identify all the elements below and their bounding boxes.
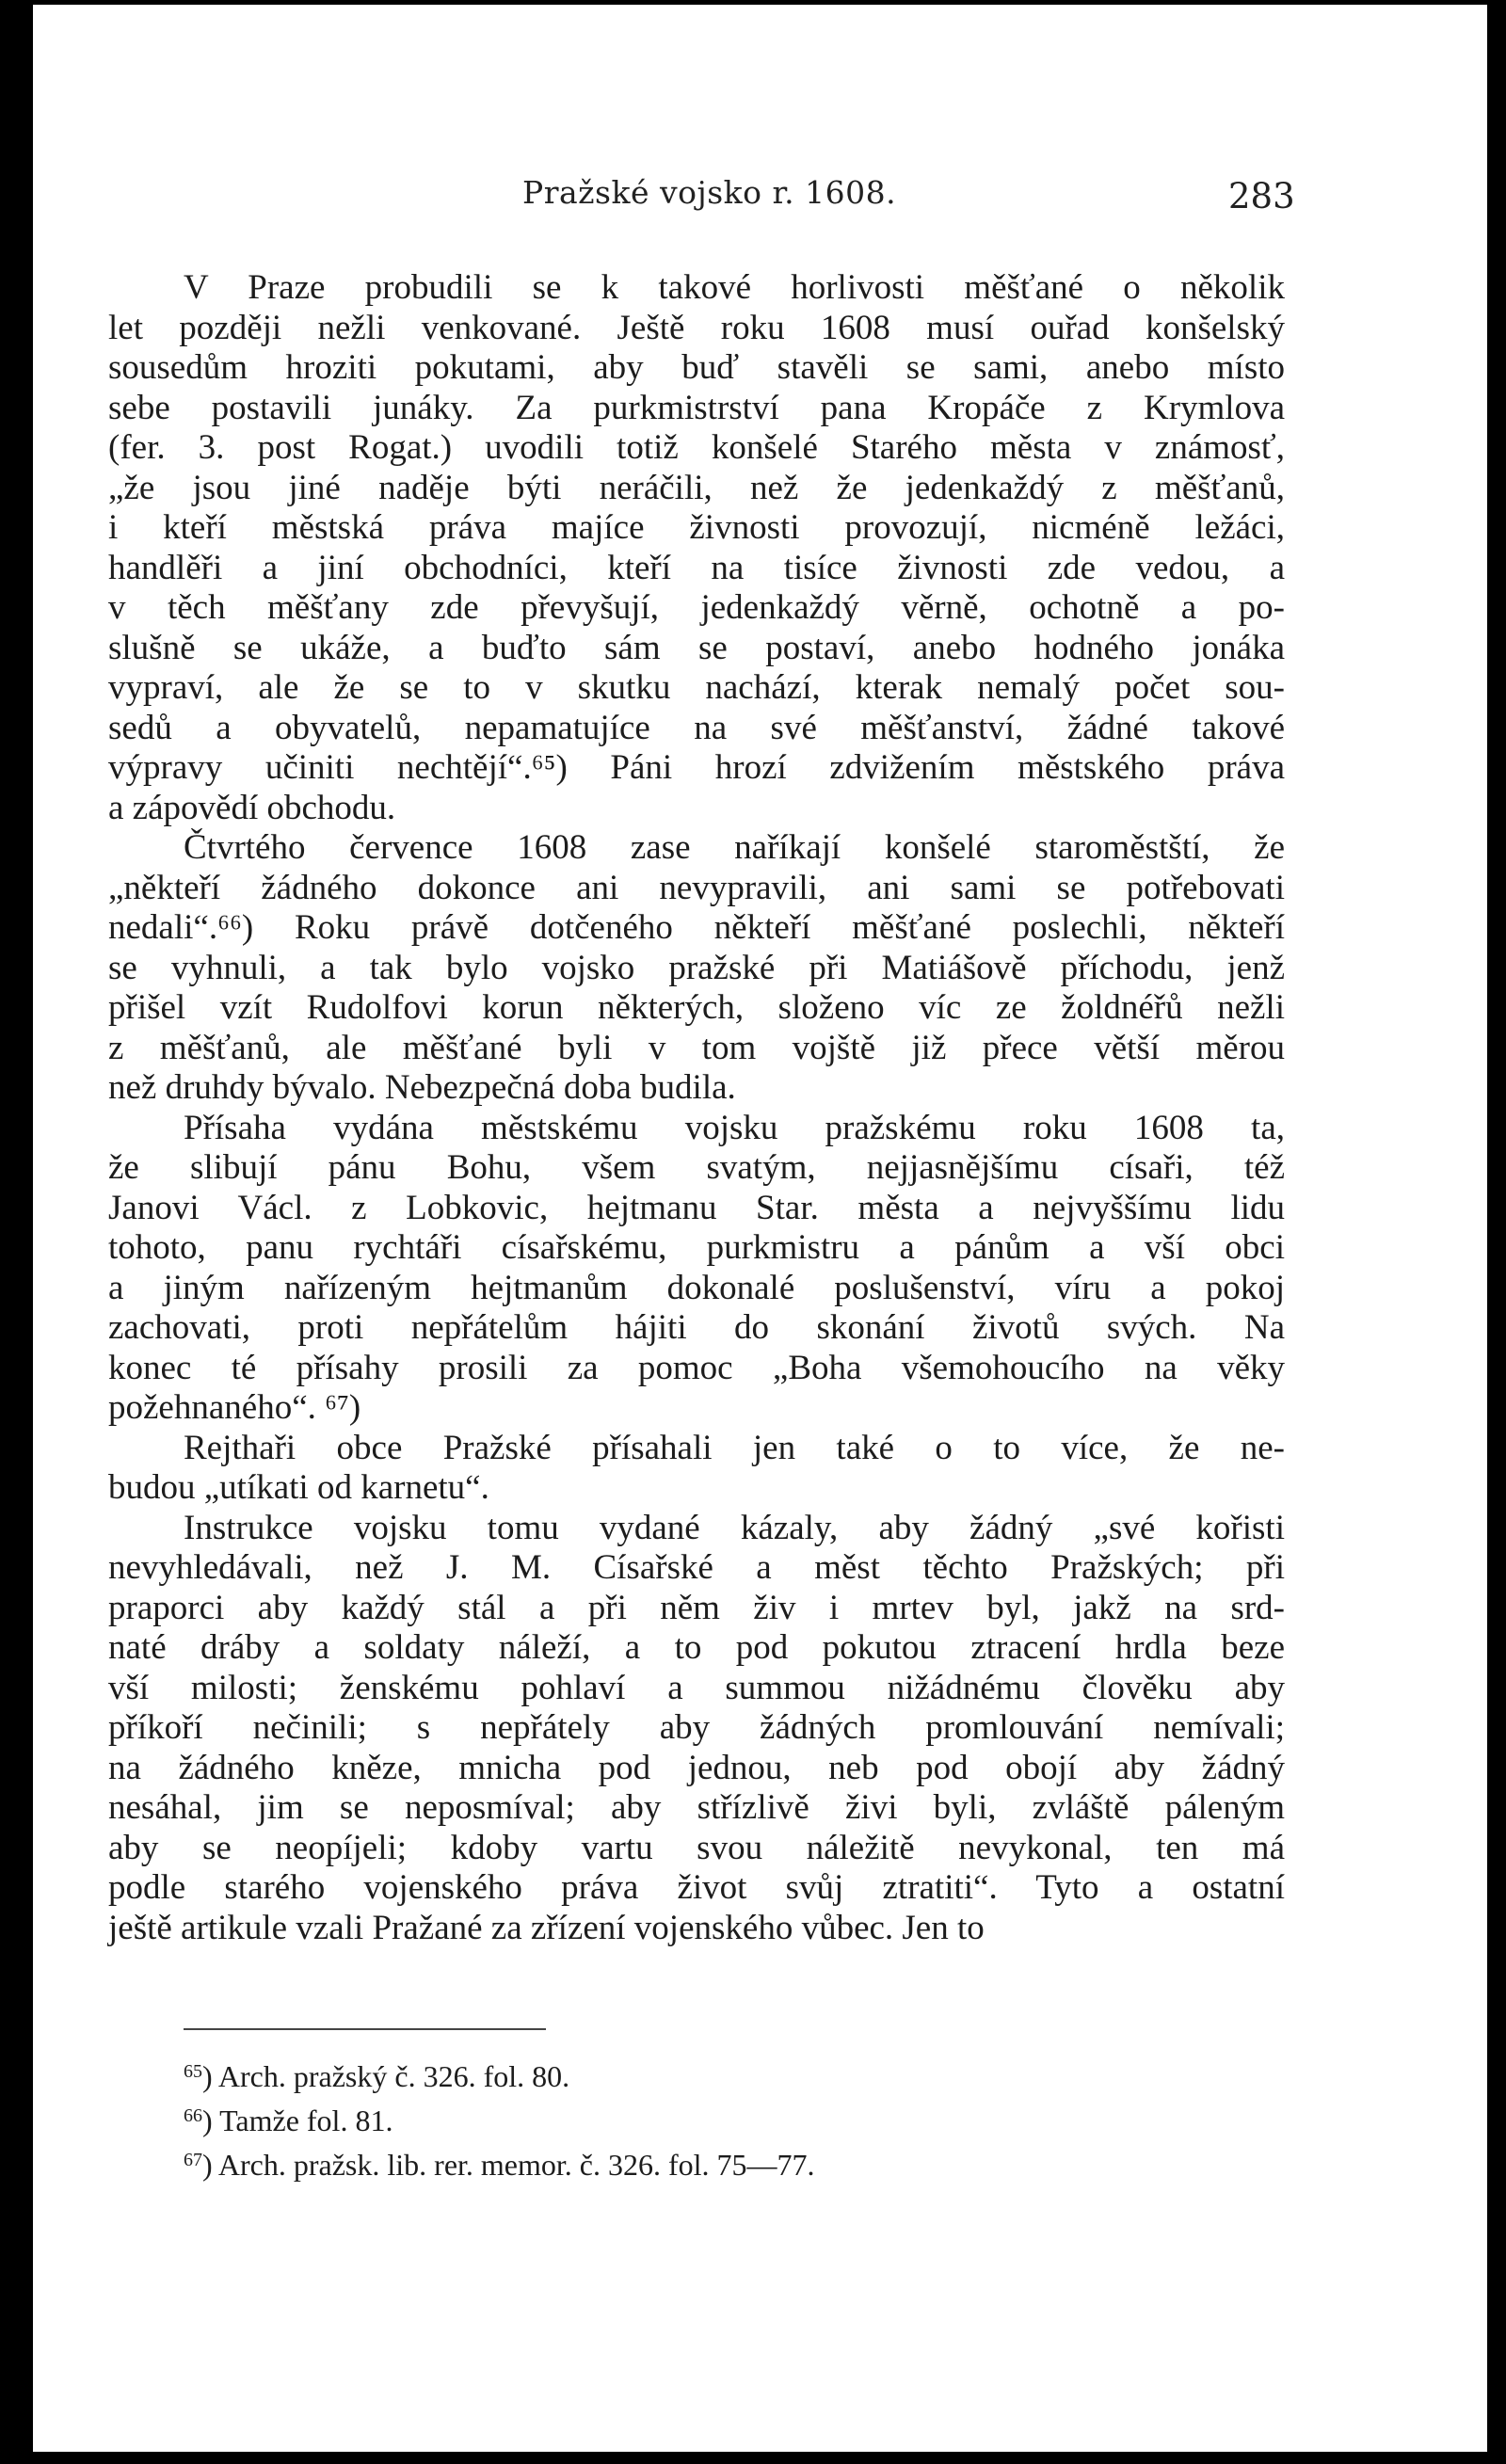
text-line: „někteří žádného dokonce ani nevypravili, ani sami se potřebovati — [108, 868, 1285, 907]
footnote-text: ) Arch. pražský č. 326. fol. 80. — [202, 2059, 570, 2093]
footnote — [184, 2052, 1031, 2096]
footnote-mark: 66 — [184, 2105, 202, 2126]
text-line: slušně se ukáže, a buďto sám se postaví, anebo hodného jonáka — [108, 628, 1285, 667]
footnote-mark: 67 — [184, 2150, 202, 2170]
paragraph — [108, 1429, 1285, 1509]
text-line: naté dráby a soldaty náleží, a to pod pokutou ztracení hrdla beze — [108, 1628, 1285, 1667]
text-line: praporci aby každý stál a při něm živ i mrtev byl, jakž na srd- — [108, 1588, 1285, 1627]
footnote-mark: 65 — [184, 2061, 202, 2082]
text-line: Janovi Václ. z Lobkovic, hejtmanu Star. města a nejvyššímu lidu — [108, 1188, 1285, 1227]
page-number: 283 — [1228, 176, 1295, 216]
text-line: i kteří městská práva majíce živnosti provozují, nicméně ležáci, — [108, 508, 1285, 547]
paragraph — [108, 268, 1285, 828]
footnote-rule — [184, 2028, 546, 2030]
text-line: Instrukce vojsku tomu vydané kázaly, aby žádný „své kořisti — [184, 1508, 1285, 1547]
book-page — [33, 5, 1487, 2452]
page-header — [33, 174, 1487, 221]
text-line: podle starého vojenského práva život svůj ztratiti“. Tyto a ostatní — [108, 1868, 1285, 1907]
text-line: nedali“.⁶⁶) Roku právě dotčeného někteří měšťané poslechli, někteří — [108, 908, 1285, 947]
footnotes — [184, 2052, 1031, 2184]
text-line: let později nežli venkované. Ještě roku 1608 musí ouřad konšelský — [108, 308, 1285, 347]
paragraph — [108, 1509, 1285, 1949]
text-line: aby se neopíjeli; kdoby vartu svou náležitě nevykonal, ten má — [108, 1828, 1285, 1867]
text-line: požehnaného“. ⁶⁷) — [108, 1388, 361, 1427]
body-text — [108, 268, 1285, 1948]
text-line: Přísaha vydána městskému vojsku pražskému roku 1608 ta, — [184, 1108, 1285, 1147]
paragraph — [108, 828, 1285, 1109]
text-line: se vyhnuli, a tak bylo vojsko pražské při Matiášově příchodu, jenž — [108, 948, 1285, 987]
footnote-text: ) Arch. pražsk. lib. rer. memor. č. 326. fol. 75—77. — [202, 2148, 815, 2182]
text-line: sousedům hroziti pokutami, aby buď stavěli se sami, anebo místo — [108, 348, 1285, 387]
text-line: zachovati, proti nepřátelům hájiti do skonání životů svých. Na — [108, 1308, 1285, 1347]
text-line: vypraví, ale že se to v skutku nachází, kterak nemalý počet sou- — [108, 668, 1285, 707]
text-line: že slibují pánu Bohu, všem svatým, nejjasnějšímu císaři, též — [108, 1148, 1285, 1187]
text-line: tohoto, panu rychtáři císařskému, purkmistru a pánům a vší obci — [108, 1228, 1285, 1267]
text-line: sedů a obyvatelů, nepamatujíce na své měšťanství, žádné takové — [108, 708, 1285, 747]
text-line: v těch měšťany zde převyšují, jedenkaždý věrně, ochotně a po- — [108, 588, 1285, 627]
text-line: než druhdy bývalo. Nebezpečná doba budila. — [108, 1068, 736, 1107]
footnote-text: ) Tamže fol. 81. — [202, 2104, 393, 2137]
text-line: přišel vzít Rudolfovi korun některých, složeno víc ze žoldnéřů nežli — [108, 988, 1285, 1027]
text-line: a zápovědí obchodu. — [108, 788, 396, 827]
text-line: Rejthaři obce Pražské přísahali jen také o to více, že ne- — [184, 1428, 1285, 1467]
text-line: nevyhledávali, než J. M. Císařské a měst těchto Pražských; při — [108, 1548, 1285, 1587]
text-line: (fer. 3. post Rogat.) uvodili totiž konšelé Starého města v známosť, — [108, 428, 1285, 467]
text-line: sebe postavili junáky. Za purkmistrství pana Kropáče z Krymlova — [108, 388, 1285, 427]
text-line: nesáhal, jim se neposmíval; aby střízlivě živi byli, zvláště páleným — [108, 1788, 1285, 1827]
footnote — [184, 2096, 1031, 2140]
text-line: V Praze probudili se k takové horlivosti měšťané o několik — [184, 268, 1285, 307]
text-line: Čtvrtého července 1608 zase naříkají konšelé staroměstští, že — [184, 828, 1285, 867]
text-line: na žádného kněze, mnicha pod jednou, neb pod obojí aby žádný — [108, 1748, 1285, 1787]
text-line: výpravy učiniti nechtějí“.⁶⁵) Páni hrozí zdvižením městského práva — [108, 748, 1285, 787]
footnote — [184, 2140, 1031, 2184]
text-line: příkoří nečinili; s nepřátely aby žádných promlouvání nemívali; — [108, 1708, 1285, 1747]
text-line: „že jsou jiné naděje býti neráčili, než že jedenkaždý z měšťanů, — [108, 468, 1285, 507]
text-line: handlěři a jiní obchodníci, kteří na tisíce živnosti zde vedou, a — [108, 548, 1285, 587]
paragraph — [108, 1109, 1285, 1429]
text-line: konec té přísahy prosili za pomoc „Boha všemohoucího na věky — [108, 1348, 1285, 1387]
text-line: budou „utíkati od karnetu“. — [108, 1468, 489, 1507]
text-line: ještě artikule vzali Pražané za zřízení vojenského vůbec. Jen to — [108, 1908, 985, 1947]
running-title: Pražské vojsko r. 1608. — [522, 174, 897, 211]
text-line: vší milosti; ženskému pohlaví a summou nižádnému člověku aby — [108, 1668, 1285, 1707]
text-line: z měšťanů, ale měšťané byli v tom vojště již přece větší měrou — [108, 1028, 1285, 1067]
text-line: a jiným nařízeným hejtmanům dokonalé poslušenství, víru a pokoj — [108, 1268, 1285, 1307]
